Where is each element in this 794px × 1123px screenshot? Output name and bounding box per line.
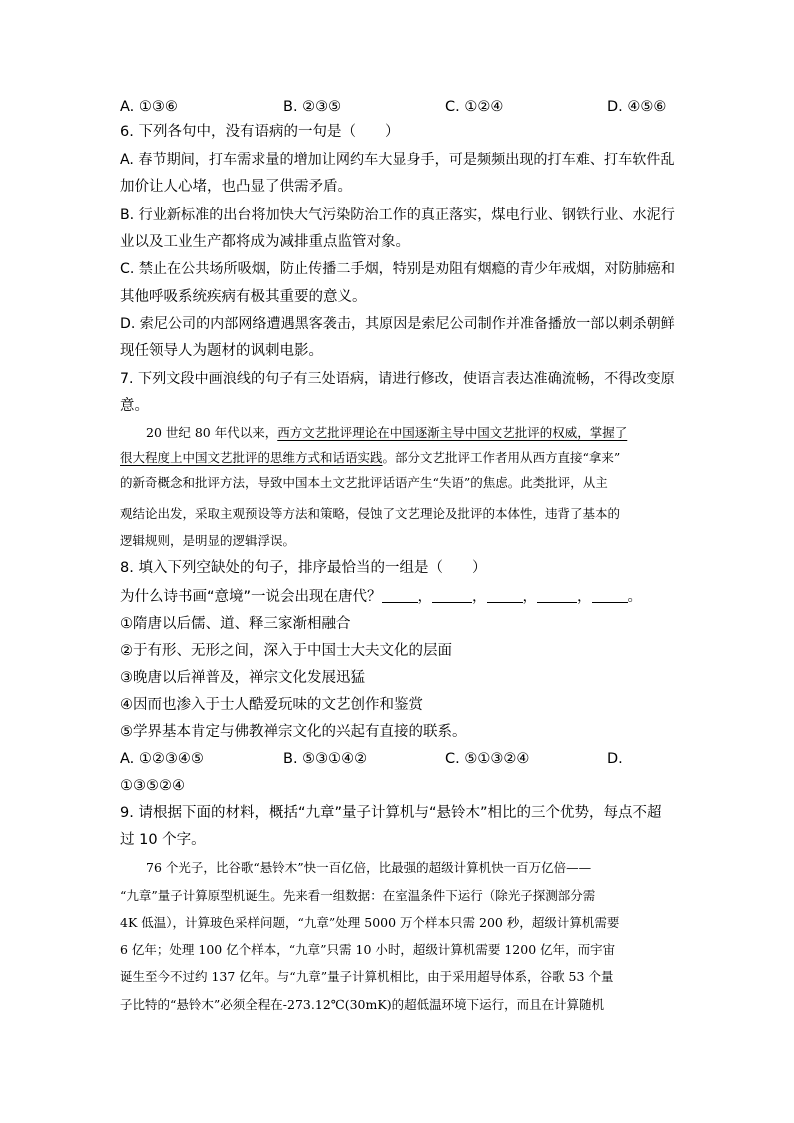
option-a: A. ①②③④⑤ — [120, 751, 204, 767]
answer-blank — [487, 588, 523, 603]
passage-line-2: “九章”量子计算原型机诞生。先来看一组数据：在室温条件下运行（除光子探测部分需 — [120, 888, 596, 903]
sentence-item-1: ①隋唐以后儒、道、释三家渐相融合 — [120, 616, 351, 632]
passage-line-1: 76 个光子，比谷歌“悬铃木”快一百亿倍，比最强的超级计算机快一百万亿倍—— — [146, 860, 592, 875]
question-stem: 6. 下列各句中，没有语病的一句是（ ） — [120, 124, 400, 140]
answer-blank — [382, 588, 418, 603]
option-b-line-1: B. 行业新标准的出台将加快大气污染防治工作的真正落实，煤电行业、钢铁行业、水泥行 — [120, 207, 675, 223]
passage-line-5: 逻辑规则，是明显的逻辑浮误。 — [120, 533, 296, 548]
question-stem-line-2: 过 10 个字。 — [120, 832, 206, 848]
passage-line-4: 6 亿年；处理 100 亿个样本，“九章”只需 10 小时，超级计算机需要 1200 亿年，而宇宙 — [120, 942, 616, 957]
answer-blank — [537, 588, 577, 603]
answer-blank — [432, 588, 472, 603]
passage-line-4: 观结论出发，采取主观预设等方法和策略，侵蚀了文艺理论及批评的本体性，违背了基本的 — [120, 506, 621, 521]
option-d: D. — [607, 751, 623, 767]
sentence-item-2: ②于有形、无形之间，深入于中国士大夫文化的层面 — [120, 643, 452, 659]
option-d-continued: ①③⑤②④ — [120, 778, 185, 794]
option-b-line-2: 业以及工业生产都将成为减排重点监管对象。 — [120, 234, 410, 250]
option-d: D. ④⑤⑥ — [607, 99, 667, 115]
question-stem: 8. 填入下列空缺处的句子，排序最恰当的一组是（ ） — [120, 560, 487, 576]
wavy-underlined-sentence: 西方文艺批评理论在中国逐渐主导中国文艺批评的权威，掌握了 — [277, 425, 628, 440]
sentence-item-3: ③晚唐以后禅普及，禅宗文化发展迅猛 — [120, 670, 365, 686]
option-b: B. ②③⑤ — [283, 99, 342, 115]
answer-blank — [592, 588, 628, 603]
sentence-item-5: ⑤学界基本肯定与佛教禅宗文化的兴起有直接的联系。 — [120, 724, 467, 740]
question-stem-line-1: 7. 下列文段中画浪线的句子有三处语病，请进行修改，使语言表达准确流畅，不得改变原 — [120, 371, 675, 387]
option-a-line-1: A. 春节期间，打车需求量的增加让网约车大显身手，可是频频出现的打车难、打车软件乱 — [120, 152, 675, 168]
option-d-line-2: 现任领导人为题材的讽刺电影。 — [120, 343, 323, 359]
passage-line-2: 很大程度上中国文艺批评的思维方式和话语实践。部分文艺批评工作者用从西方直接“拿来” — [120, 450, 621, 465]
wavy-underlined-sentence: 很大程度上中国文艺批评的思维方式和话语实践 — [120, 450, 383, 465]
question-stem-line-2: 意。 — [120, 398, 149, 414]
option-a: A. ①③⑥ — [120, 99, 178, 115]
option-c: C. ①②④ — [445, 99, 504, 115]
passage-line-5: 诞生至今不过约 137 亿年。与“九章”量子计算机相比，由于采用超导体系，谷歌 53 个量 — [120, 969, 614, 984]
sentence-item-4: ④因而也渗入于士人酷爱玩味的文艺创作和鉴赏 — [120, 697, 423, 713]
option-a-line-2: 加价让人心堵，也凸显了供需矛盾。 — [120, 179, 352, 195]
fill-blank-prompt: 为什么诗书画“意境”一说会出现在唐代？ ， ， ， ， 。 — [120, 589, 643, 605]
passage-line-1: 20 世纪 80 年代以来，西方文艺批评理论在中国逐渐主导中国文艺批评的权威，掌握了 — [146, 425, 628, 440]
option-d-line-1: D. 索尼公司的内部网络遭遇黑客袭击，其原因是索尼公司制作并准备播放一部以刺杀朝鲜 — [120, 316, 675, 332]
option-c: C. ⑤①③②④ — [445, 751, 530, 767]
option-c-line-1: C. 禁止在公共场所吸烟，防止传播二手烟，特别是劝阻有烟瘾的青少年戒烟，对防肺癌和 — [120, 261, 675, 277]
passage-line-6: 子比特的“悬铃木”必须全程在-273.12℃(30mK)的超低温环境下运行，而且在计算随机 — [120, 997, 605, 1012]
passage-line-3: 4K 低温），计算玻色采样问题，“九章”处理 5000 万个样本只需 200 秒，超级计算机需要 — [120, 915, 620, 930]
option-c-line-2: 其他呼吸系统疾病有极其重要的意义。 — [120, 289, 367, 305]
passage-line-3: 的新奇概念和批评方法，导致中国本土文艺批评话语产生“失语”的焦虑。此类批评，从主 — [120, 475, 608, 490]
option-b: B. ⑤③①④② — [283, 751, 368, 767]
question-stem-line-1: 9. 请根据下面的材料，概括“九章”量子计算机与“悬铃木”相比的三个优势，每点不超 — [120, 805, 662, 821]
